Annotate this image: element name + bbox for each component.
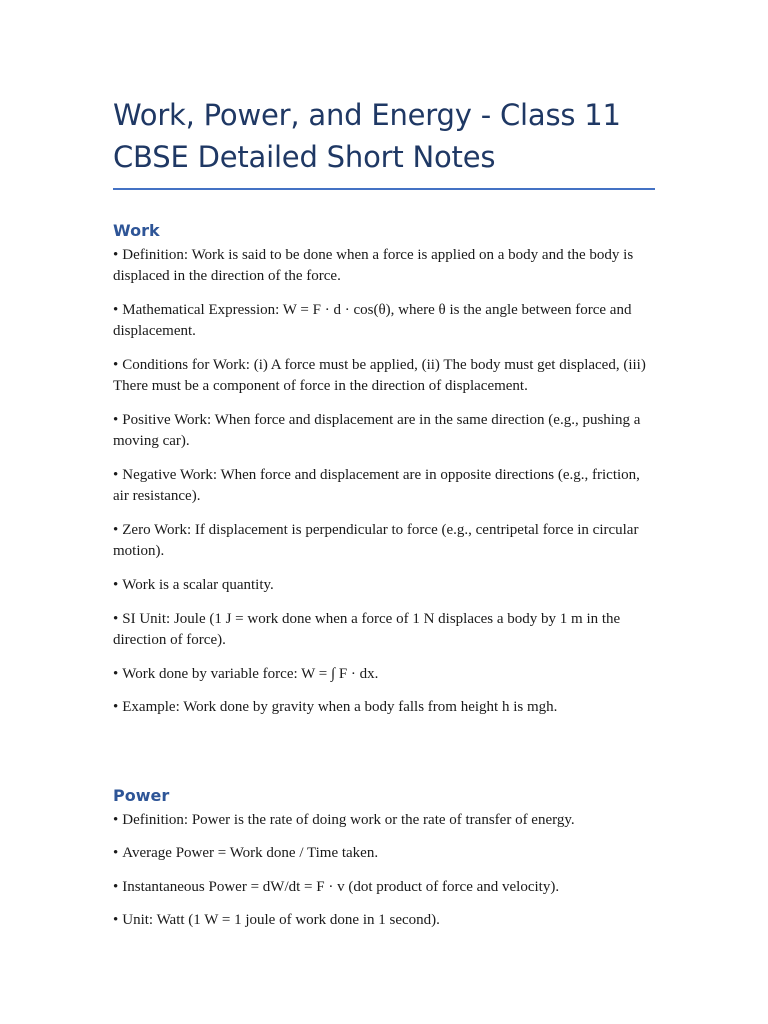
bullet-icon: • xyxy=(113,467,119,483)
bullet-icon: • xyxy=(113,912,119,929)
list-item: • Positive Work: When force and displacement are in the same direction (e.g., pushing a moving car). xyxy=(113,412,641,450)
work-list xyxy=(113,245,655,719)
list-item: • Unit: Watt (1 W = 1 joule of work done in 1 second). xyxy=(113,912,440,929)
list-item: • Definition: Power is the rate of doing work or the rate of transfer of energy. xyxy=(113,811,575,828)
list-item: • Negative Work: When force and displacement are in opposite directions (e.g., friction, air resistance). xyxy=(113,467,640,505)
bullet-icon: • xyxy=(113,878,119,895)
list-item: • Work is a scalar quantity. xyxy=(113,577,274,593)
bullet-icon: • xyxy=(113,665,119,682)
list-item: • Instantaneous Power = dW/dt = F · v (dot product of force and velocity). xyxy=(113,878,560,895)
title-divider xyxy=(113,188,655,190)
bullet-icon: • xyxy=(113,811,119,828)
bullet-icon: • xyxy=(113,247,119,263)
list-item: • Average Power = Work done / Time taken. xyxy=(113,845,379,862)
list-item: • Mathematical Expression: W = F · d · cos(θ), where θ is the angle between force and displacement. xyxy=(113,302,632,340)
bullet-icon: • xyxy=(113,412,119,428)
section-heading-power: Power xyxy=(113,785,170,805)
bullet-icon: • xyxy=(113,699,119,716)
bullet-icon: • xyxy=(113,845,119,862)
list-item: • Conditions for Work: (i) A force must be applied, (ii) The body must get displaced, (iii) There must be a component of force in the direction of displacement. xyxy=(113,357,646,395)
list-item: • Zero Work: If displacement is perpendicular to force (e.g., centripetal force in circular motion). xyxy=(113,522,639,560)
page-title: Work, Power, and Energy - Class 11 CBSE Detailed Short Notes xyxy=(113,98,621,174)
section-power xyxy=(113,785,655,932)
document-page xyxy=(113,94,655,944)
list-item: • Example: Work done by gravity when a body falls from height h is mgh. xyxy=(113,699,558,716)
bullet-icon: • xyxy=(113,302,119,318)
list-item: • Definition: Work is said to be done when a force is applied on a body and the body is displaced in the direction of the force. xyxy=(113,247,634,285)
bullet-icon: • xyxy=(113,357,119,373)
power-list xyxy=(113,810,655,932)
bullet-icon: • xyxy=(113,522,119,538)
bullet-icon: • xyxy=(113,577,119,593)
bullet-icon: • xyxy=(113,610,119,627)
list-item: • Work done by variable force: W = ∫ F · dx. xyxy=(113,665,379,682)
section-work xyxy=(113,220,655,719)
section-heading-work: Work xyxy=(113,221,160,240)
list-item: • SI Unit: Joule (1 J = work done when a force of 1 N displaces a body by 1 m in the direction of force). xyxy=(113,610,621,648)
